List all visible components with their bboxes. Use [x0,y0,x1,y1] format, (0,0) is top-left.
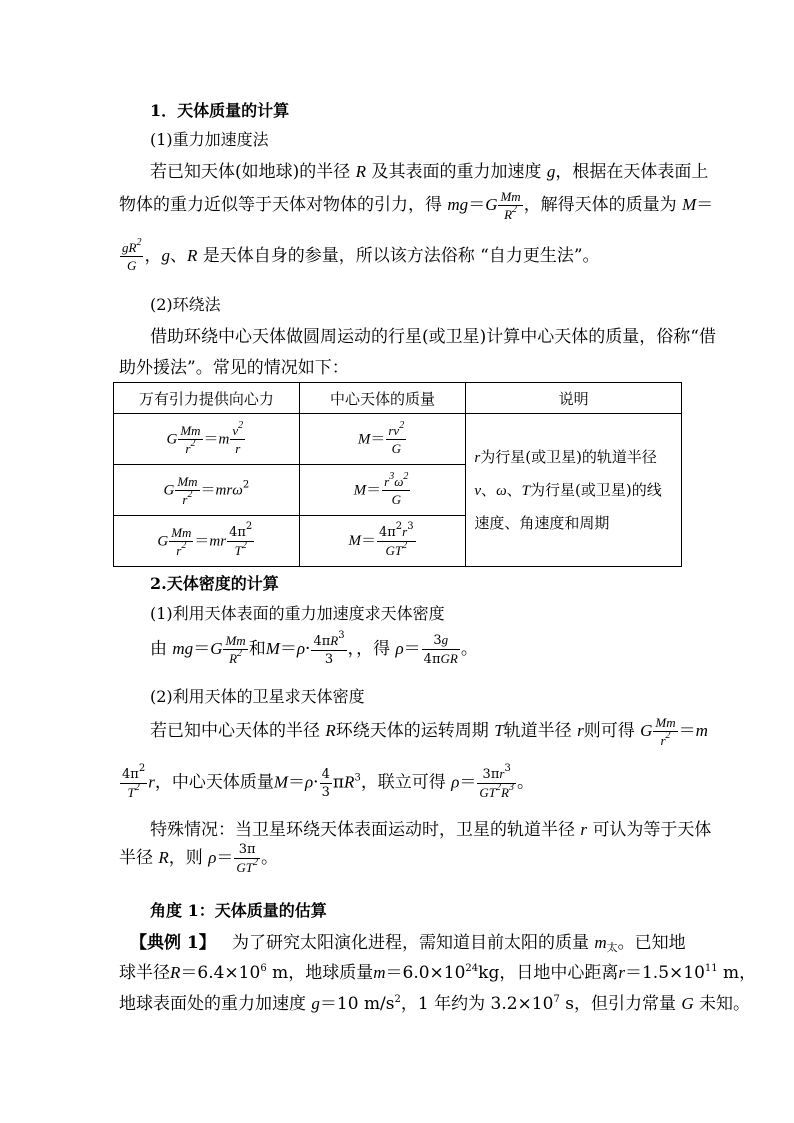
example1-line2: 球半径$R=6.4\times 10^6$ m，地球质量$m=6.0\times 10^{24}kg$，日地中心距离$r=1.5\times 10^{11}$ m， [119,963,757,983]
paragraph-orbit-line2: 助外援法”。常见的情况如下： [119,358,349,378]
table-cell-force-period: G $\frac{Mm}{r^2}$ ＝mr $\frac{4\pi^2}{T^2}$ [114,516,300,567]
density-satellite-line1: 若已知中心天体的半径 R环绕天体的运转周期 T轨道半径 r则可得 G $\frac{Mm}{r^2}$ ＝m [150,715,708,748]
density-formula-line: 由 mg＝G $\frac{Mm}{R^2}$ 和M＝ρ· $\frac{4\pi R^3}{3}$ ，，得 ρ＝ $\frac{3g}{\text{4πGR}}$ 。 [150,629,478,667]
paragraph-gravity-line1: 若已知天体(如地球)的半径 R 及其表面的重力加速度 g，根据在天体表面上 [150,162,709,182]
section1-heading: 1．天体质量的计算 [150,101,290,120]
table-header: 万有引力提供向心力 [114,383,300,414]
paragraph-orbit-line1: 借助环绕中心天体做圆周运动的行星(或卫星)计算中心天体的质量，俗称“借 [150,327,716,347]
paragraph-gravity-line3: $\frac{gR^2}{G}$ ，g、R 是天体自身的参量，所以该方法俗称 “自力更生法”。 [122,237,600,273]
table-header: 说明 [466,383,682,414]
example-tag: 【典例 1】 [130,933,216,953]
angle1-heading: 角度 1：天体质量的估算 [150,901,327,920]
table-cell-mass-period: M＝ $\frac{4\pi^2r^3}{GT^2}$ [299,516,466,567]
method2-title: (2)环绕法 [150,295,221,314]
table-header: 中心天体的质量 [299,383,466,414]
density-satellite-line2: $\frac{4\pi^2}{T^2}$ r，中心天体质量M＝ρ· $\frac{4}{3}$ $\pi R^3$，联立可得 ρ＝ $\frac{3\pi r^3}{GT^2R^3}$ 。 [122,762,534,800]
table-cell-note: r为行星(或卫星)的轨道半径v、ω、T为行星(或卫星)的线速度、角速度和周期 [466,414,682,567]
example1-line1: 【典例 1】 为了研究太阳演化进程，需知道目前太阳的质量 $m_太$。已知地 [130,933,686,954]
table-cell-force-velocity: G $\frac{Mm}{r^2}$ ＝m $\frac{v^2}{r}$ [114,414,300,465]
special-case-line2: 半径 R，则 ρ＝ $\frac{3\pi}{GT^2}$ 。 [119,842,278,875]
paragraph-gravity-line2: 物体的重力近似等于天体对物体的引力，得 mg＝G $\frac{Mm}{R^2}$ ，解得天体的质量为 M＝ [119,189,714,222]
table-cell-force-omega: G $\frac{Mm}{r^2}$ ＝mrω$^2$ [114,465,300,516]
special-case-line1: 特殊情况：当卫星环绕天体表面运动时，卫星的轨道半径 r 可认为等于天体 [150,820,712,840]
table-cell-mass-velocity: M＝ $\frac{rv^2}{G}$ [299,414,466,465]
density-method1-title: (1)利用天体表面的重力加速度求天体密度 [150,604,445,623]
mass-formula-table [113,382,682,567]
table-cell-mass-omega: M＝ $\frac{r^3\omega^2}{G}$ [299,465,466,516]
density-method2-title: (2)利用天体的卫星求天体密度 [150,687,365,706]
example1-line3: 地球表面处的重力加速度 g＝10 $m/s^2$，1 年约为 $3.2\times 10^7$ s，但引力常量 G 未知。 [119,994,751,1014]
section2-heading: 2.天体密度的计算 [150,574,279,593]
method1-title: (1)重力加速度法 [150,130,269,149]
